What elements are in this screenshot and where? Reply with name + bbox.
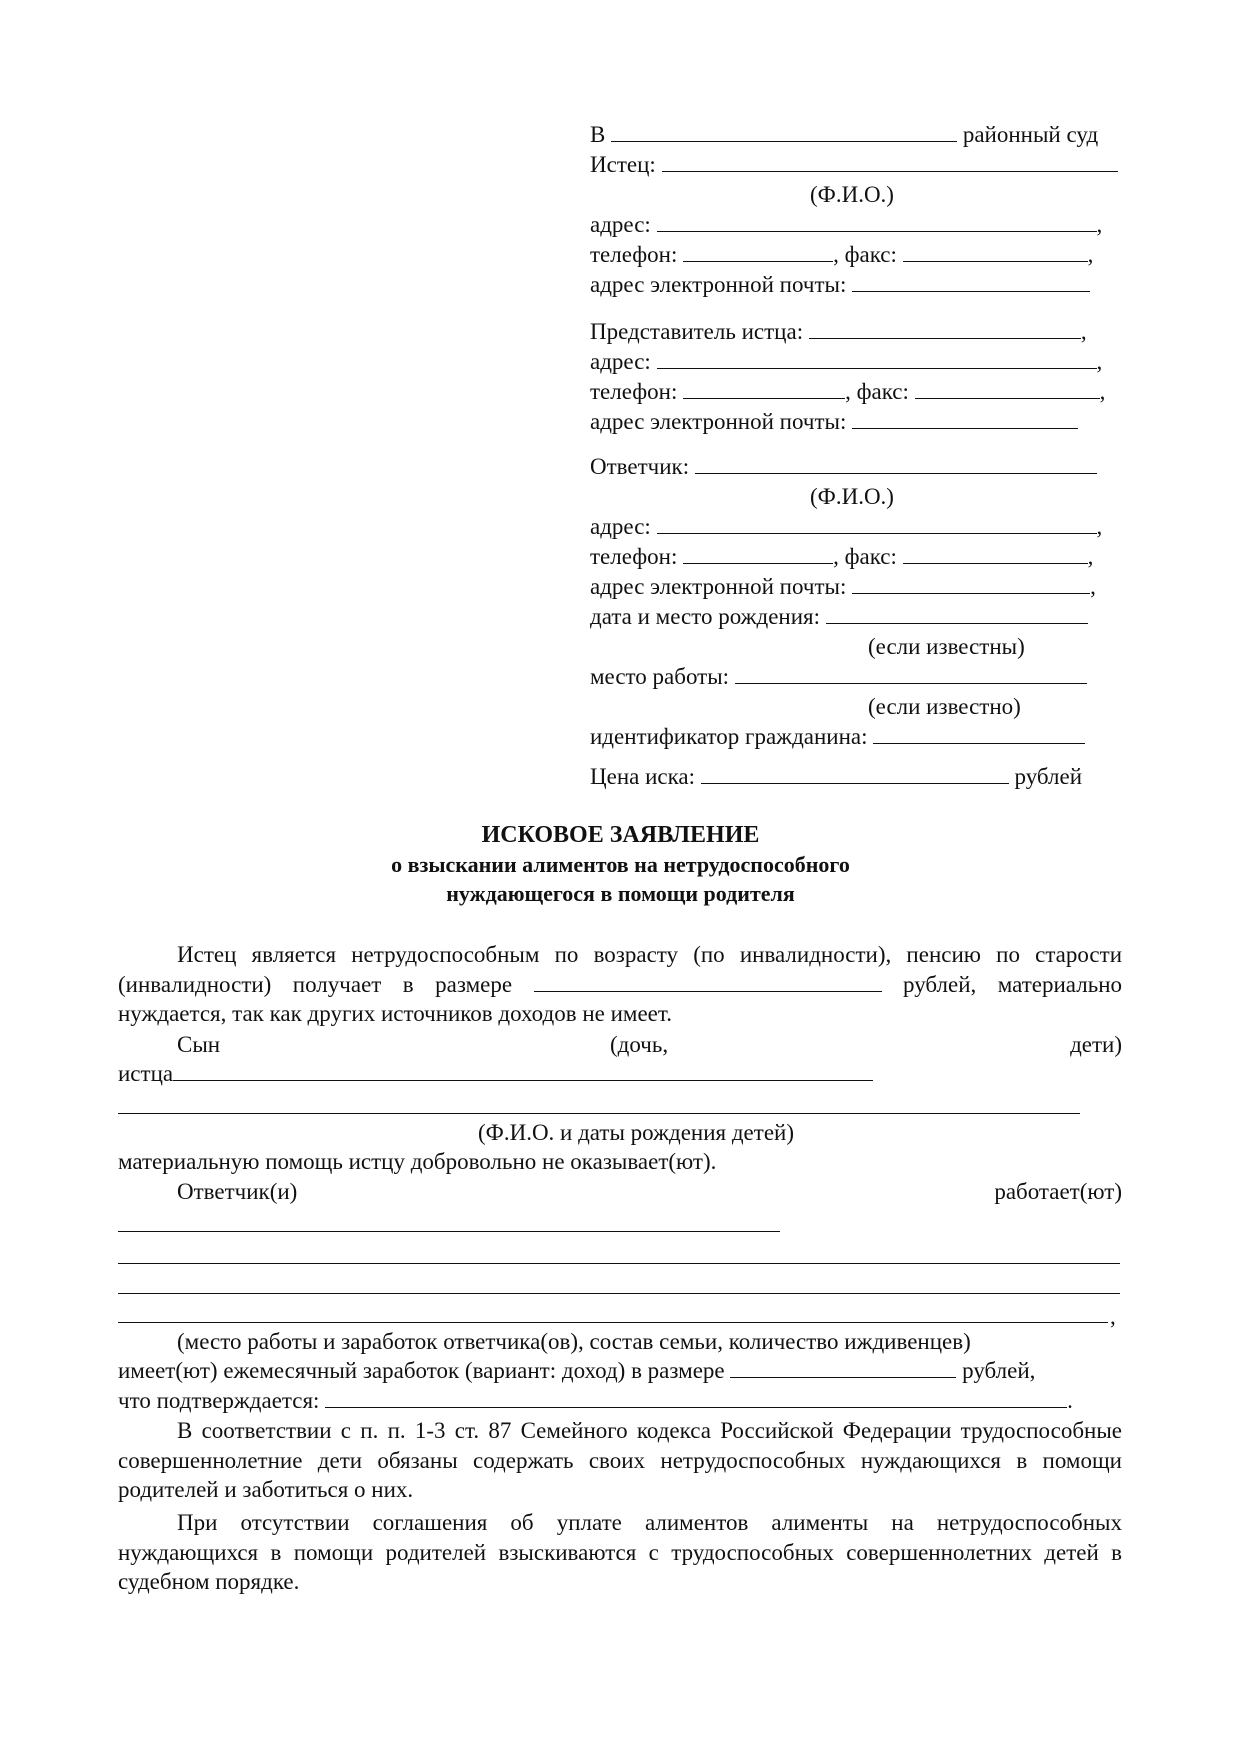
plaintiff-fio-hint: (Ф.И.О.) (810, 182, 894, 207)
court-line: В районный суд (590, 122, 1099, 147)
birth-if-known-hint: (если известны) (868, 634, 1025, 659)
pension-amount-field[interactable] (534, 971, 882, 992)
work-field-1[interactable] (118, 1231, 780, 1232)
defendant-email-line: адрес электронной почты: , (590, 574, 1096, 599)
document-subtitle-1: о взыскании алиментов на нетрудоспособного (391, 852, 850, 877)
defendant-name-field[interactable] (695, 453, 1097, 474)
representative-phone-line: телефон: , факс: , (590, 379, 1106, 404)
children-hint: (Ф.И.О. и даты рождения детей) (478, 1120, 794, 1145)
income-amount-field[interactable] (730, 1357, 956, 1378)
claim-price-line: Цена иска: рублей (590, 764, 1083, 789)
representative-fax-field[interactable] (915, 378, 1100, 399)
work-field-comma: , (1110, 1304, 1116, 1329)
son-word: Сын (177, 1032, 221, 1057)
representative-email-field[interactable] (852, 408, 1078, 429)
plaintiff-phone-field[interactable] (683, 241, 833, 262)
defendant-work-field[interactable] (735, 663, 1087, 684)
defendant-birth-field[interactable] (826, 603, 1088, 624)
court-name-field[interactable] (611, 121, 957, 142)
defendant-phone-line: телефон: , факс: , (590, 544, 1094, 569)
plaintiff-email-field[interactable] (852, 271, 1090, 292)
defendant-email-field[interactable] (852, 573, 1090, 594)
children-names-field-2[interactable] (118, 1113, 1080, 1114)
defendant-birth-line: дата и место рождения: (590, 602, 1088, 632)
representative-address-field[interactable] (657, 348, 1097, 369)
confirmation-field[interactable] (325, 1387, 1067, 1408)
defendant-fio-hint: (Ф.И.О.) (810, 484, 894, 509)
work-field-3[interactable] (118, 1293, 1120, 1294)
paragraph-pension: Истец является нетрудоспособным по возрасту (по инвалидности), пенсию по старости (инвалидности) получает в размере рублей, материально нуждается, так как других источников доходов не имеет. (118, 942, 1122, 1026)
work-field-4[interactable] (118, 1322, 1108, 1323)
representative-address-line: адрес: , (590, 349, 1103, 374)
citizen-id-field[interactable] (873, 723, 1085, 744)
work-hint: (место работы и заработок ответчика(ов), состав семьи, количество иждивенцев) (177, 1329, 971, 1354)
defendants-word: Ответчик(и) (177, 1179, 298, 1204)
works-word: работает(ют) (994, 1179, 1122, 1204)
plaintiff-name-field[interactable] (662, 151, 1118, 172)
representative-phone-field[interactable] (683, 378, 845, 399)
paragraph-absence: При отсутствии соглашения об уплате алиментов алименты на нетрудоспособных нуждающихся в помощи родителей взыскиваются с трудоспособных совершеннолетних детей в судебном порядке. (118, 1510, 1122, 1594)
claim-price-field[interactable] (701, 763, 1009, 784)
representative-name-field[interactable] (809, 318, 1081, 339)
work-if-known-hint: (если известно) (868, 694, 1021, 719)
paragraph-law: В соответствии с п. п. 1-3 ст. 87 Семейного кодекса Российской Федерации трудоспособные совершеннолетние дети обязаны содержать своих нетрудоспособных нуждающихся в помощи родителей и заботиться о них. (118, 1418, 1122, 1502)
defendant-line: Ответчик: (590, 452, 1097, 482)
document-subtitle-2: нуждающегося в помощи родителя (446, 881, 795, 906)
plaintiff-children-line: истца (118, 1059, 873, 1089)
representative-line: Представитель истца: , (590, 319, 1087, 344)
defendant-address-field[interactable] (657, 513, 1097, 534)
plaintiff-address-field[interactable] (657, 211, 1097, 232)
children-names-field[interactable] (173, 1060, 873, 1081)
plaintiff-phone-line: телефон: , факс: , (590, 242, 1094, 267)
document-title: ИСКОВОЕ ЗАЯВЛЕНИЕ (481, 822, 760, 848)
defendant-phone-field[interactable] (683, 543, 833, 564)
representative-email-line: адрес электронной почты: (590, 407, 1078, 437)
citizen-id-line: идентификатор гражданина: (590, 722, 1085, 752)
no-help-line: материальную помощь истцу добровольно не оказывает(ют). (118, 1149, 717, 1174)
plaintiff-fax-field[interactable] (903, 241, 1088, 262)
defendant-address-line: адрес: , (590, 514, 1103, 539)
defendant-fax-field[interactable] (903, 543, 1088, 564)
work-field-2[interactable] (118, 1263, 1120, 1264)
daughter-word: (дочь, (610, 1032, 669, 1057)
plaintiff-email-line: адрес электронной почты: (590, 270, 1090, 300)
defendant-work-line: место работы: (590, 662, 1087, 692)
income-line: имеет(ют) ежемесячный заработок (вариант: доход) в размере рублей, (118, 1358, 1036, 1383)
plaintiff-line: Истец: (590, 150, 1118, 180)
plaintiff-address-line: адрес: , (590, 212, 1103, 237)
confirmed-line: что подтверждается: . (118, 1388, 1073, 1413)
children-word: дети) (1070, 1032, 1122, 1057)
